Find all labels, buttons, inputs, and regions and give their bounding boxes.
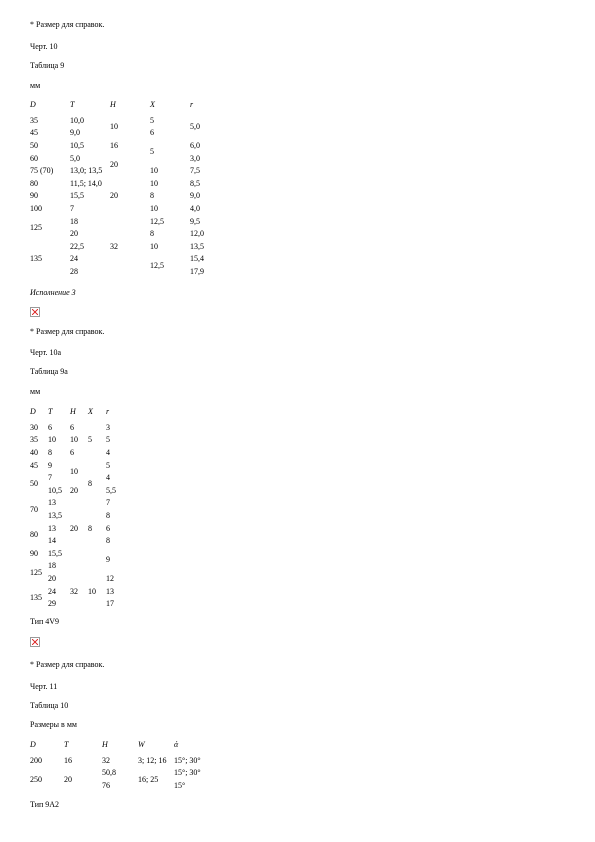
cell-r: 4 (106, 473, 110, 483)
drawing-caption: Черт. 10 (30, 42, 58, 51)
reference-note: * Размер для справок. (30, 660, 105, 669)
table-caption: Таблица 9 (30, 61, 65, 70)
cell-d: 100 (30, 203, 42, 213)
cell-h: 20 (110, 191, 118, 201)
cell-t: 10 (48, 435, 56, 445)
cell-x: 5 (150, 147, 154, 157)
broken-image-icon (30, 637, 40, 647)
table-caption: Таблица 10 (30, 701, 69, 710)
cell-d: 200 (30, 755, 42, 765)
cell-alpha: 15°; 30° (174, 755, 201, 765)
table-row (30, 497, 126, 510)
cell-r: 8,5 (190, 178, 200, 188)
cell-t: 20 (70, 229, 78, 239)
type-caption: Тип 9A2 (30, 800, 60, 809)
header-x: X (88, 407, 93, 416)
header-d: D (30, 407, 36, 416)
cell-d: 30 (30, 422, 38, 432)
cell-r: 3 (106, 422, 110, 432)
cell-alpha: 15°; 30° (174, 768, 201, 778)
cell-h: 20 (70, 485, 78, 495)
cell-x: 6 (150, 128, 154, 138)
cell-alpha: 15° (174, 780, 186, 790)
cell-r: 5,0 (190, 122, 200, 132)
cell-r: 17 (106, 599, 114, 609)
table-row (30, 459, 126, 472)
dimensions-table-9 (30, 100, 230, 278)
table-header-row (30, 407, 126, 421)
execution-caption: Исполнение 3 (30, 288, 76, 297)
cell-h: 50,8 (102, 768, 116, 778)
cell-t: 29 (48, 599, 56, 609)
cell-h: 6 (70, 422, 74, 432)
cell-d: 125 (30, 222, 42, 232)
cell-d: 90 (30, 548, 38, 558)
table-row (30, 215, 230, 228)
table-row (30, 202, 230, 215)
cell-t: 13 (48, 523, 56, 533)
cell-d: 250 (30, 774, 42, 784)
cell-t: 28 (70, 266, 78, 276)
cell-x: 10 (150, 203, 158, 213)
cell-t: 18 (70, 216, 78, 226)
header-d: D (30, 100, 36, 109)
cell-h: 20 (110, 159, 118, 169)
cell-x: 5 (150, 115, 154, 125)
cell-h: 10 (70, 466, 78, 476)
table-row (30, 446, 126, 459)
cell-x: 12,5 (150, 260, 164, 270)
header-w: W (138, 740, 145, 749)
header-h: H (102, 740, 108, 749)
cell-t: 24 (70, 254, 78, 264)
cell-d: 35 (30, 435, 38, 445)
cell-t: 9,0 (70, 128, 80, 138)
cell-t: 14 (48, 536, 56, 546)
cell-h: 10 (70, 435, 78, 445)
cell-r: 5 (106, 460, 110, 470)
cell-d: 70 (30, 504, 38, 514)
cell-t: 7 (48, 473, 52, 483)
cell-d: 45 (30, 460, 38, 470)
cell-r: 4,0 (190, 203, 200, 213)
cell-r: 6,0 (190, 140, 200, 150)
header-alpha: ά (174, 740, 179, 749)
cell-r: 7,5 (190, 166, 200, 176)
table-row (30, 240, 230, 253)
table-header-row (30, 100, 230, 114)
cell-t: 8 (48, 447, 52, 457)
table-row (30, 177, 230, 190)
cell-t: 18 (48, 561, 56, 571)
cell-t: 7 (70, 203, 74, 213)
cell-r: 9,0 (190, 191, 200, 201)
table-row (30, 767, 214, 780)
cell-r: 15,4 (190, 254, 204, 264)
cell-x: 5 (88, 435, 92, 445)
cell-x: 10 (150, 166, 158, 176)
cell-r: 5,5 (106, 485, 116, 495)
cell-h: 10 (110, 122, 118, 132)
table-row (30, 152, 230, 165)
cell-x: 10 (150, 178, 158, 188)
cell-x: 10 (150, 241, 158, 251)
cell-r: 12 (106, 573, 114, 583)
cell-x: 8 (150, 229, 154, 239)
header-d: D (30, 740, 36, 749)
drawing-caption: Черт. 11 (30, 682, 58, 691)
cell-h: 32 (70, 586, 78, 596)
cell-t: 15,5 (48, 548, 62, 558)
cell-d: 75 (70) (30, 166, 54, 176)
cell-t: 13,0; 13,5 (70, 166, 103, 176)
cell-r: 13 (106, 586, 114, 596)
dimensions-table-10 (30, 740, 214, 792)
cell-t: 16 (64, 755, 72, 765)
cell-t: 13 (48, 498, 56, 508)
cell-t: 5,0 (70, 153, 80, 163)
reference-note: * Размер для справок. (30, 327, 105, 336)
cell-r: 4 (106, 447, 110, 457)
type-caption: Тип 4V9 (30, 617, 60, 626)
cell-x: 10 (88, 586, 96, 596)
cell-t: 10,5 (48, 485, 62, 495)
cell-d: 90 (30, 191, 38, 201)
cell-d: 80 (30, 529, 38, 539)
cell-r: 8 (106, 510, 110, 520)
table-row (30, 190, 230, 203)
header-h: H (70, 407, 76, 416)
cell-r: 12,0 (190, 229, 204, 239)
cell-d: 125 (30, 567, 42, 577)
cell-d: 50 (30, 140, 38, 150)
cell-h: 20 (70, 523, 78, 533)
table-row (30, 114, 230, 127)
cell-d: 50 (30, 479, 38, 489)
table-row (30, 547, 126, 560)
cell-h: 76 (102, 780, 110, 790)
cell-x: 8 (88, 523, 92, 533)
cell-x: 8 (88, 479, 92, 489)
cell-t: 11,5; 14,0 (70, 178, 102, 188)
cell-d: 135 (30, 592, 42, 602)
cell-w: 3; 12; 16 (138, 755, 167, 765)
cell-r: 8 (106, 536, 110, 546)
cell-r: 17,9 (190, 266, 204, 276)
cell-r: 9 (106, 555, 110, 565)
cell-t: 13,5 (48, 510, 62, 520)
header-x: X (150, 100, 155, 109)
dimensions-table-9a (30, 407, 126, 610)
cell-h: 32 (110, 241, 118, 251)
cell-d: 80 (30, 178, 38, 188)
cell-h: 16 (110, 140, 118, 150)
cell-w: 16; 25 (138, 774, 159, 784)
cell-t: 9 (48, 460, 52, 470)
cell-t: 15,5 (70, 191, 84, 201)
cell-r: 7 (106, 498, 110, 508)
cell-r: 9,5 (190, 216, 200, 226)
table-row (30, 522, 126, 535)
table-row (30, 754, 214, 767)
cell-r: 5 (106, 435, 110, 445)
units-label: мм (30, 81, 41, 90)
header-h: H (110, 100, 116, 109)
cell-r: 3,0 (190, 153, 200, 163)
cell-r: 6 (106, 523, 110, 533)
cell-t: 10,0 (70, 115, 84, 125)
header-r: r (106, 407, 110, 416)
units-label: мм (30, 387, 41, 396)
cell-d: 40 (30, 447, 38, 457)
cell-t: 24 (48, 586, 56, 596)
table-caption: Таблица 9а (30, 367, 68, 376)
cell-h: 32 (102, 755, 110, 765)
header-t: T (48, 407, 53, 416)
table-row (30, 434, 126, 447)
cell-t: 22,5 (70, 241, 84, 251)
table-row (30, 421, 126, 434)
cell-d: 60 (30, 153, 38, 163)
cell-x: 12,5 (150, 216, 164, 226)
reference-note: * Размер для справок. (30, 20, 105, 29)
cell-t: 20 (48, 573, 56, 583)
units-label: Размеры в мм (30, 720, 77, 729)
broken-image-icon (30, 307, 40, 317)
table-header-row (30, 740, 214, 754)
cell-d: 35 (30, 115, 38, 125)
cell-t: 10,5 (70, 140, 84, 150)
drawing-caption: Черт. 10а (30, 348, 62, 357)
cell-d: 135 (30, 254, 42, 264)
table-row (30, 139, 230, 152)
header-r: r (190, 100, 194, 109)
cell-x: 8 (150, 191, 154, 201)
header-t: T (64, 740, 69, 749)
cell-t: 20 (64, 774, 72, 784)
header-t: T (70, 100, 75, 109)
cell-d: 45 (30, 128, 38, 138)
cell-h: 6 (70, 447, 74, 457)
cell-t: 6 (48, 422, 52, 432)
cell-r: 13,5 (190, 241, 204, 251)
